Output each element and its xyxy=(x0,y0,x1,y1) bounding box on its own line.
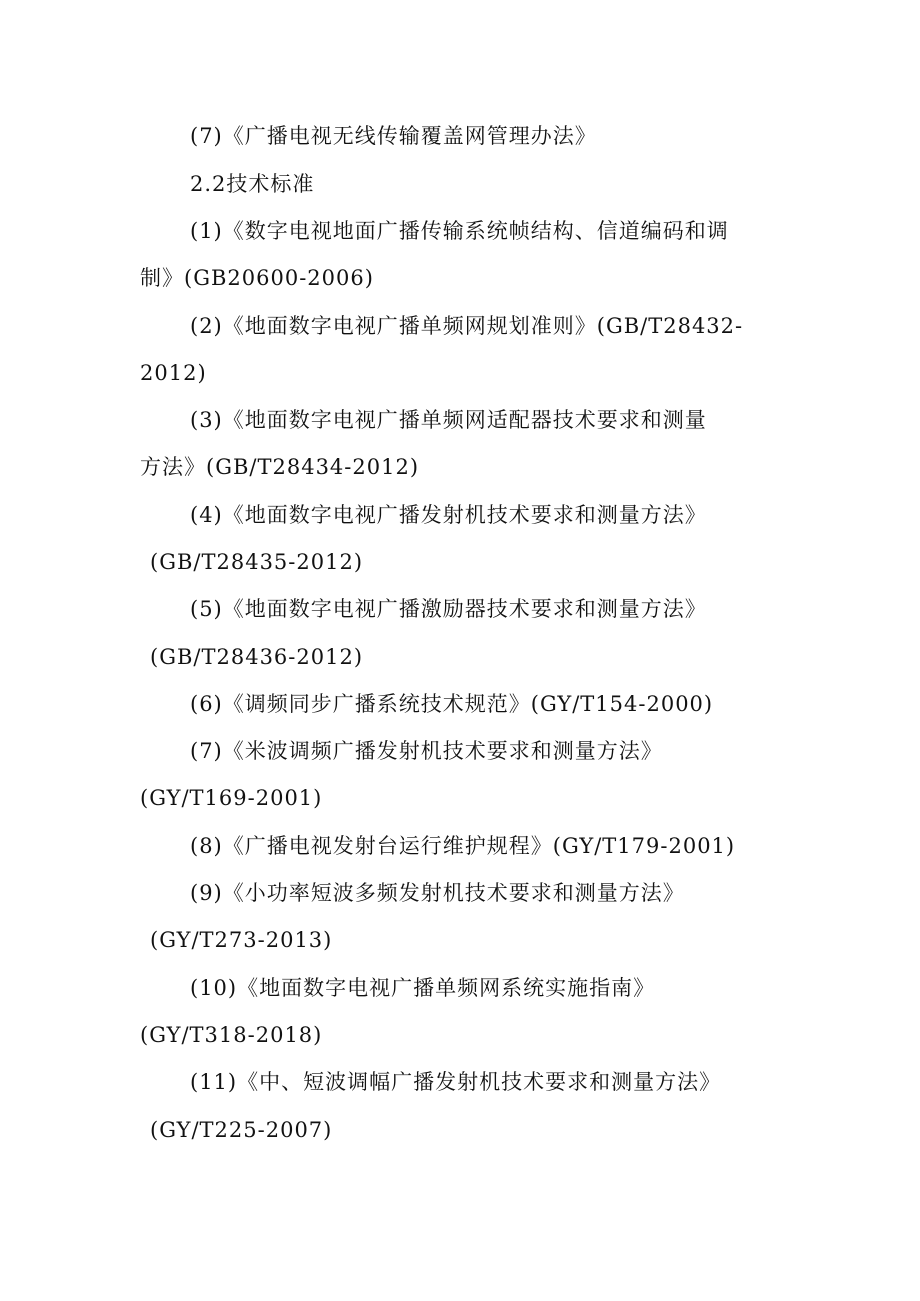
text-line: (4)《地面数字电视广播发射机技术要求和测量方法》 xyxy=(190,503,707,527)
text-line: (11)《中、短波调幅广播发射机技术要求和测量方法》 xyxy=(190,1070,722,1094)
text-line: 2012) xyxy=(140,361,207,385)
text-line: 制》(GB20600-2006) xyxy=(140,266,374,290)
text-line: (6)《调频同步广播系统技术规范》(GY/T154-2000) xyxy=(190,692,714,716)
text-line: (GY/T225-2007) xyxy=(150,1118,333,1142)
text-line: (GY/T273-2013) xyxy=(150,928,333,952)
section-heading: 2.2技术标准 xyxy=(190,172,315,196)
text-line: (GB/T28435-2012) xyxy=(150,550,364,574)
text-line: (9)《小功率短波多频发射机技术要求和测量方法》 xyxy=(190,881,685,905)
text-line: (GY/T318-2018) xyxy=(140,1023,323,1047)
text-line: (10)《地面数字电视广播单频网系统实施指南》 xyxy=(190,976,656,1000)
text-line: (7)《米波调频广播发射机技术要求和测量方法》 xyxy=(190,739,663,763)
text-line: 方法》(GB/T28434-2012) xyxy=(140,455,420,479)
text-line: (3)《地面数字电视广播单频网适配器技术要求和测量 xyxy=(190,408,707,432)
text-line: (7)《广播电视无线传输覆盖网管理办法》 xyxy=(190,124,597,148)
text-line: (GB/T28436-2012) xyxy=(150,645,364,669)
text-line: (8)《广播电视发射台运行维护规程》(GY/T179-2001) xyxy=(190,834,736,858)
text-line: (5)《地面数字电视广播激励器技术要求和测量方法》 xyxy=(190,597,707,621)
text-line: (GY/T169-2001) xyxy=(140,786,323,810)
text-line: (1)《数字电视地面广播传输系统帧结构、信道编码和调 xyxy=(190,219,729,243)
text-line: (2)《地面数字电视广播单频网规划准则》(GB/T28432- xyxy=(190,314,744,338)
